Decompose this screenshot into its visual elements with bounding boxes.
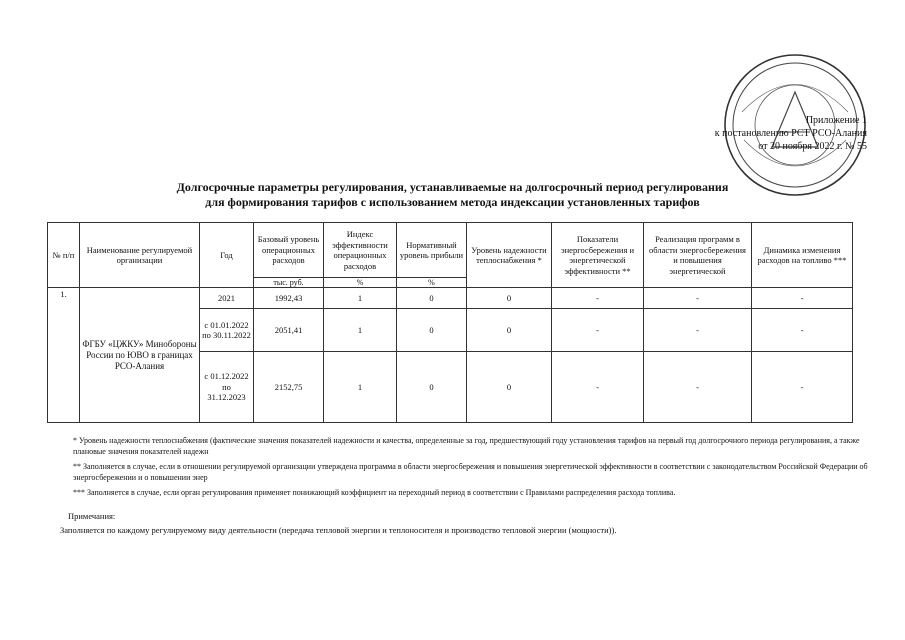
- unit-efficiency-index: %: [324, 278, 397, 288]
- header-organization: Наименование регулируемой организации: [80, 223, 200, 288]
- efficiency-index-cell: 1: [324, 352, 397, 423]
- unit-base-level: тыс. руб.: [254, 278, 324, 288]
- reliability-cell: 0: [467, 288, 552, 309]
- header-energy-saving: Показатели энергосбережения и энергетической эффективности **: [552, 223, 644, 288]
- energy-saving-cell: -: [552, 309, 644, 352]
- appendix-line-3: от 20 ноября 2022 г. № 55: [758, 141, 867, 152]
- organization-name: ФГБУ «ЦЖКУ» Минобороны России по ЮВО в границах РСО-Алания: [80, 288, 200, 423]
- title-line-2: для формирования тарифов с использованием метода индексации установленных тарифов: [205, 195, 700, 209]
- program-cell: -: [644, 309, 752, 352]
- year-cell: с 01.01.2022 по 30.11.2022: [200, 309, 254, 352]
- remarks-title: Примечания:: [68, 511, 116, 521]
- header-year: Год: [200, 223, 254, 288]
- header-reliability: Уровень надежности теплоснабжения *: [467, 223, 552, 288]
- appendix-line-1: Приложение 1: [805, 115, 867, 126]
- year-cell: 2021: [200, 288, 254, 309]
- efficiency-index-cell: 1: [324, 288, 397, 309]
- header-fuel-dynamics: Динамика изменения расходов на топливо ***: [752, 223, 853, 288]
- program-cell: -: [644, 288, 752, 309]
- row-number: 1.: [48, 288, 80, 423]
- regulation-parameters-table: [47, 222, 853, 423]
- base-level-cell: 2051,41: [254, 309, 324, 352]
- base-level-cell: 1992,43: [254, 288, 324, 309]
- profit-level-cell: 0: [397, 352, 467, 423]
- appendix-reference: [715, 114, 867, 153]
- header-program: Реализация программ в области энергосбережения и повышения энергетической: [644, 223, 752, 288]
- reliability-cell: 0: [467, 309, 552, 352]
- unit-profit-level: %: [397, 278, 467, 288]
- profit-level-cell: 0: [397, 288, 467, 309]
- header-profit-level: Нормативный уровень прибыли: [397, 223, 467, 278]
- fuel-dynamics-cell: -: [752, 352, 853, 423]
- profit-level-cell: 0: [397, 309, 467, 352]
- header-efficiency-index: Индекс эффективности операционных расходов: [324, 223, 397, 278]
- document-title: [0, 180, 905, 210]
- fuel-dynamics-cell: -: [752, 288, 853, 309]
- energy-saving-cell: -: [552, 288, 644, 309]
- appendix-line-2: к постановлению РСТ РСО-Алания: [714, 128, 867, 139]
- footnote-reliability: * Уровень надежности теплоснабжения (фактические значения показателей надежности и качества, определенные за год, предшествующий году установления тарифов на первый год долгосрочного периода регулирования, а также плановые значения показателей надежн: [73, 436, 860, 456]
- fuel-dynamics-cell: -: [752, 309, 853, 352]
- footnote-fuel: *** Заполняется в случае, если орган регулирования применяет понижающий коэффициент на переходный период в соответствии с Правилами распределения расхода топлива.: [73, 488, 676, 497]
- year-cell: с 01.12.2022 по 31.12.2023: [200, 352, 254, 423]
- program-cell: -: [644, 352, 752, 423]
- table-row: [48, 288, 853, 309]
- remarks-text: Заполняется по каждому регулируемому виду деятельности (передача тепловой энергии и теплоносителя и производство тепловой энергии (мощности)).: [60, 525, 617, 535]
- title-line-1: Долгосрочные параметры регулирования, устанавливаемые на долгосрочный период регулирования: [176, 180, 729, 194]
- header-base-level: Базовый уровень операционных расходов: [254, 223, 324, 278]
- reliability-cell: 0: [467, 352, 552, 423]
- footnote-energy-saving: ** Заполняется в случае, если в отношении регулируемой организации утверждена программа в области энергосбережения и повышения энергетической эффективности в соответствии с законодательством Российской Федерации об энергосбережении и о повышении энер: [73, 462, 868, 482]
- energy-saving-cell: -: [552, 352, 644, 423]
- base-level-cell: 2152,75: [254, 352, 324, 423]
- efficiency-index-cell: 1: [324, 309, 397, 352]
- header-number: № п/п: [48, 223, 80, 288]
